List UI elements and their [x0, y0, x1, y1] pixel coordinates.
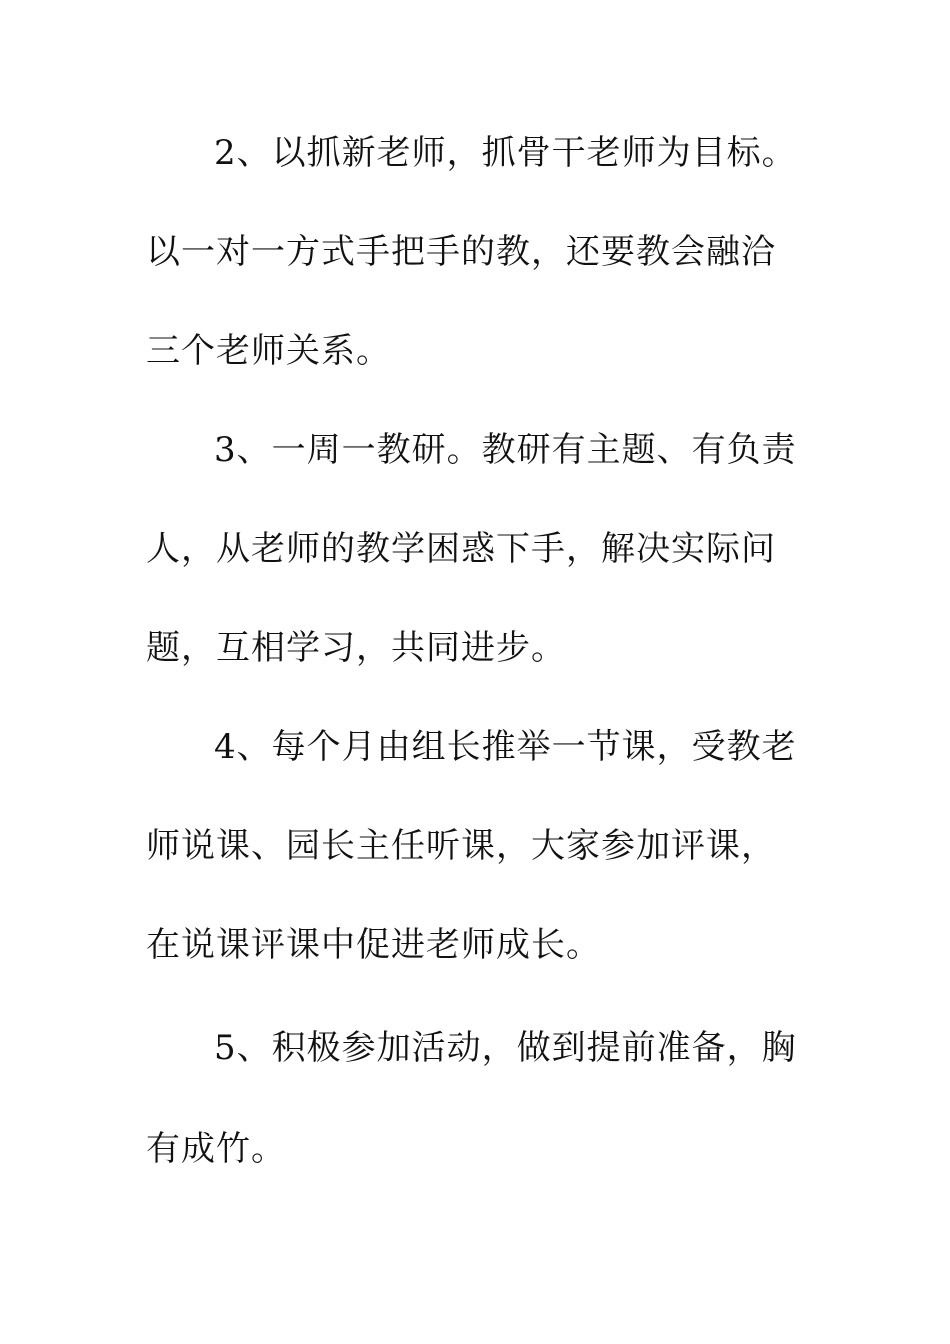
paragraph-5-line-2: 有成竹。 [146, 1129, 286, 1169]
paragraph-5-line-1: 5、积极参加活动，做到提前准备，胸 [214, 1028, 797, 1068]
paragraph-3-line-2: 人，从老师的教学困惑下手，解决实际问 [146, 529, 776, 569]
paragraph-2-line-2: 以一对一方式手把手的教，还要教会融洽 [146, 232, 776, 272]
paragraph-4-line-3: 在说课评课中促进老师成长。 [146, 925, 601, 965]
paragraph-3-line-1: 3、一周一教研。教研有主题、有负责 [214, 430, 797, 470]
paragraph-3-line-3: 题，互相学习，共同进步。 [146, 628, 566, 668]
paragraph-4-line-1: 4、每个月由组长推举一节课，受教老 [214, 727, 797, 767]
paragraph-2-line-3: 三个老师关系。 [146, 331, 391, 371]
paragraph-4-line-2: 师说课、园长主任听课，大家参加评课， [146, 826, 776, 866]
paragraph-2-line-1: 2、以抓新老师，抓骨干老师为目标。 [214, 133, 797, 173]
